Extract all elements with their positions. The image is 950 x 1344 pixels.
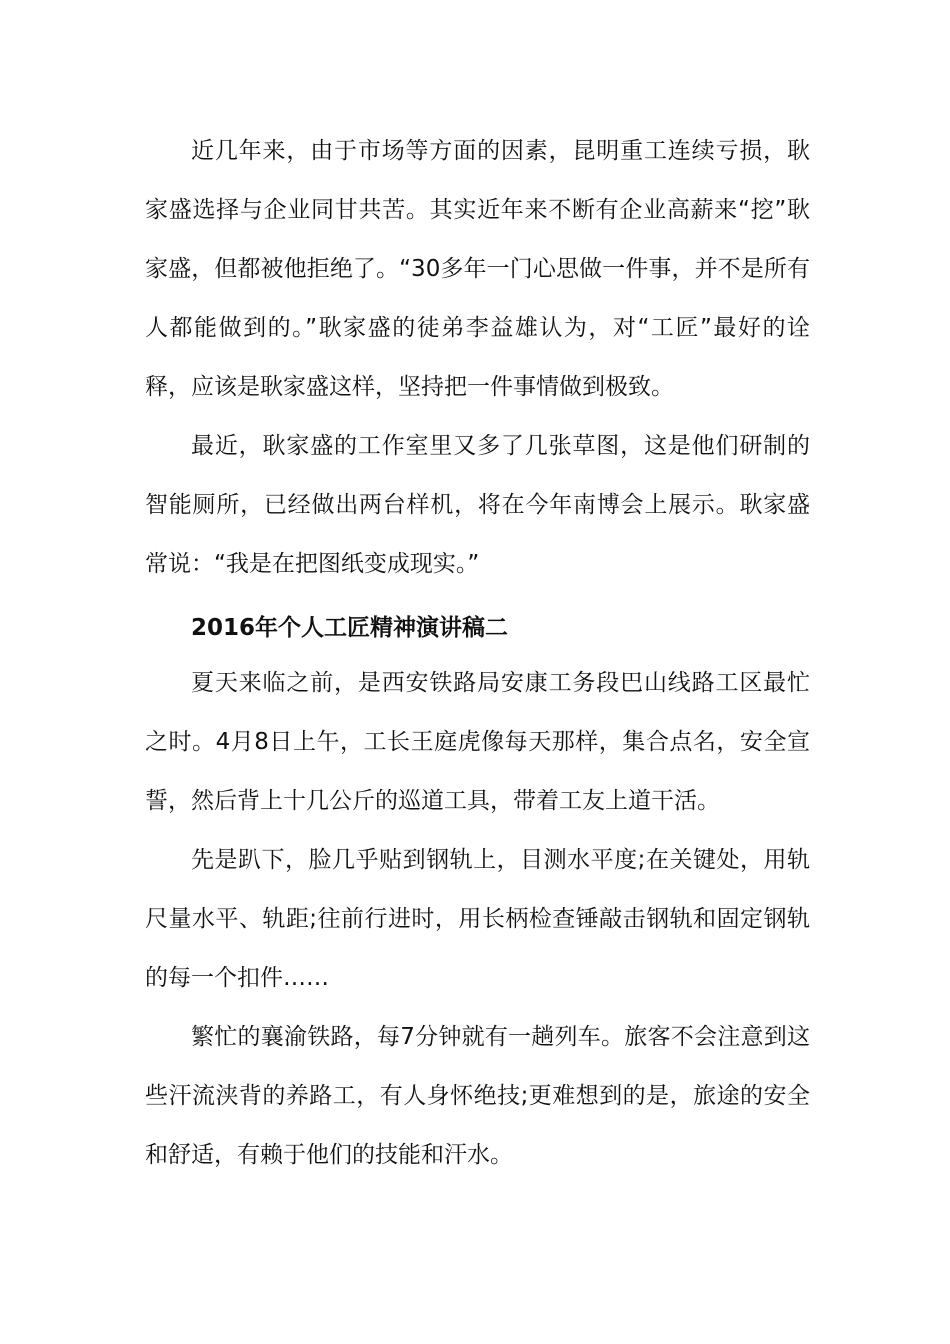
document-body (145, 122, 810, 1185)
paragraph-geng-loyalty: 近几年来，由于市场等方面的因素，昆明重工连续亏损，耿家盛选择与企业同甘共苦。其实近年来不断有企业高薪来“挖”耿家盛，但都被他拒绝了。“30多年一门心思做一件事，并不是所有人都能做到的。”耿家盛的徒弟李益雄认为，对“工匠”最好的诠释，应该是耿家盛这样，坚持把一件事情做到极致。 (145, 138, 810, 400)
paragraph-smart-toilet: 最近，耿家盛的工作室里又多了几张草图，这是他们研制的智能厕所，已经做出两台样机，将在今年南博会上展示。耿家盛常说：“我是在把图纸变成现实。” (145, 433, 810, 577)
paragraph-inspection: 先是趴下，脸几乎贴到钢轨上，目测水平度;在关键处，用轨尺量水平、轨距;往前行进时，用长柄检查锤敲击钢轨和固定钢轨的每一个扣件…… (145, 847, 810, 991)
paragraph-busy-railway: 繁忙的襄渝铁路，每7分钟就有一趟列车。旅客不会注意到这些汗流浃背的养路工，有人身怀绝技;更难想到的是，旅途的安全和舒适，有赖于他们的技能和汗水。 (145, 1024, 810, 1168)
section-heading: 2016年个人工匠精神演讲稿二 (191, 615, 509, 641)
paragraph-before-summer: 夏天来临之前，是西安铁路局安康工务段巴山线路工区最忙之时。4月8日上午，工长王庭虎像每天那样，集合点名，安全宣誓，然后背上十几公斤的巡道工具，带着工友上道干活。 (145, 670, 810, 814)
